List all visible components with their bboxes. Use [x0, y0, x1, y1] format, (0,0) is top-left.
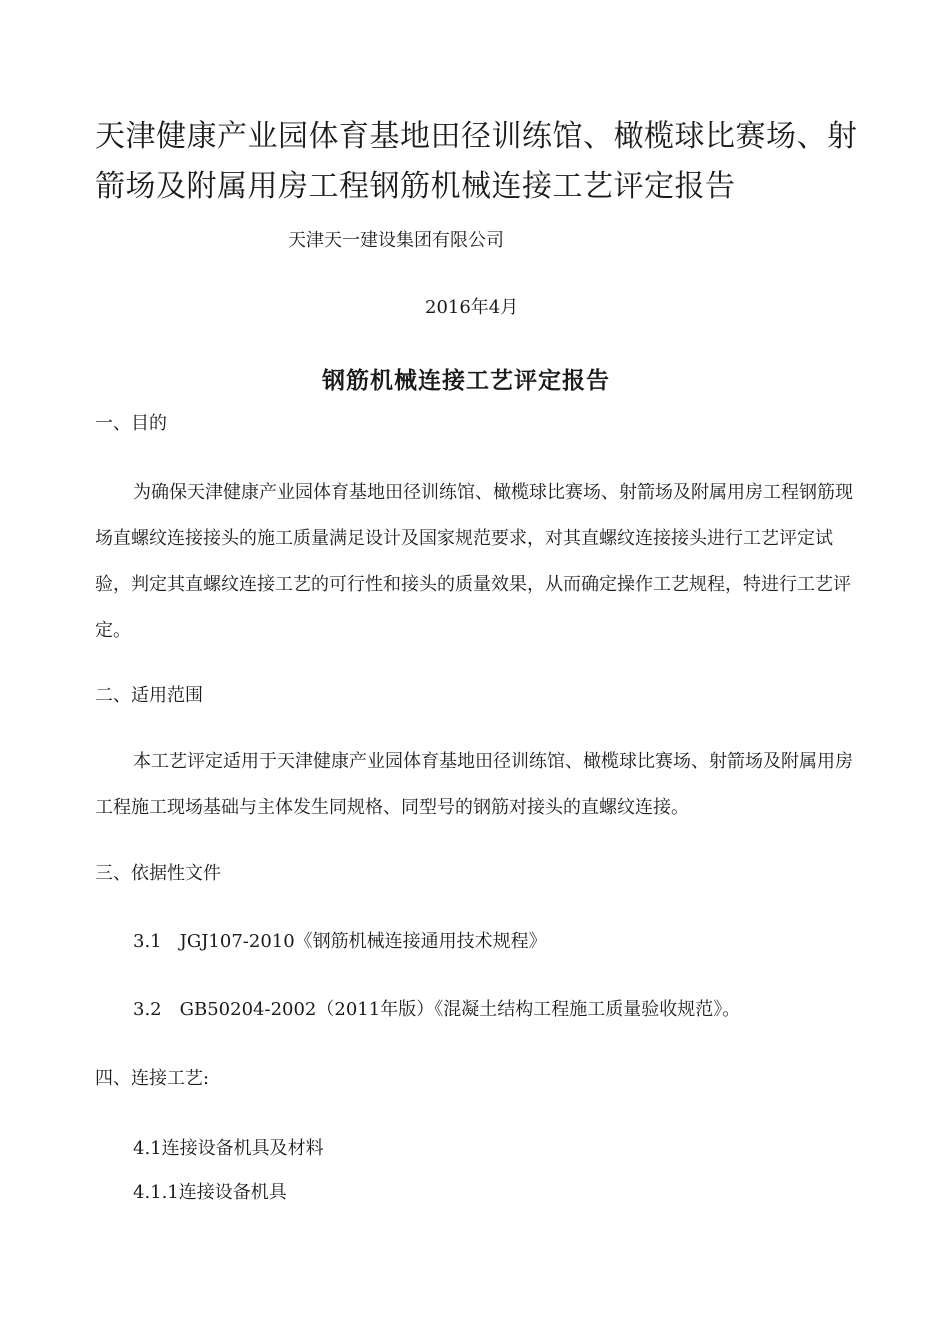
section-2-text: 本工艺评定适用于天津健康产业园体育基地田径训练馆、橄榄球比赛场、射箭场及附属用房工程施工现场基础与主体发生同规格、同型号的钢筋对接头的直螺纹连接。 [95, 751, 853, 818]
section-4-item-2: 4.1.1连接设备机具 [133, 1182, 287, 1203]
section-3-item-2: 3.2 GB50204-2002（2011年版）《混凝土结构工程施工质量验收规范》。 [133, 999, 741, 1020]
section-4-heading: 四、连接工艺: [95, 1068, 210, 1089]
report-date: 2016年4月 [425, 297, 519, 318]
company-name: 天津天一建设集团有限公司 [288, 230, 504, 251]
section-4-item-1: 4.1连接设备机具及材料 [133, 1138, 324, 1159]
section-2-heading: 二、适用范围 [95, 685, 203, 706]
section-3-heading: 三、依据性文件 [95, 863, 221, 884]
report-title: 钢筋机械连接工艺评定报告 [322, 367, 610, 394]
document-title: 天津健康产业园体育基地田径训练馆、橄榄球比赛场、射箭场及附属用房工程钢筋机械连接工艺评定报告 [95, 119, 858, 204]
section-3-item-1: 3.1 JGJ107-2010《钢筋机械连接通用技术规程》 [133, 931, 547, 952]
section-1-heading: 一、目的 [95, 413, 167, 434]
section-1-text: 为确保天津健康产业园体育基地田径训练馆、橄榄球比赛场、射箭场及附属用房工程钢筋现场直螺纹连接接头的施工质量满足设计及国家规范要求，对其直螺纹连接接头进行工艺评定试验，判定其直螺纹连接工艺的可行性和接头的质量效果，从而确定操作工艺规程，特进行工艺评定。 [95, 482, 853, 641]
